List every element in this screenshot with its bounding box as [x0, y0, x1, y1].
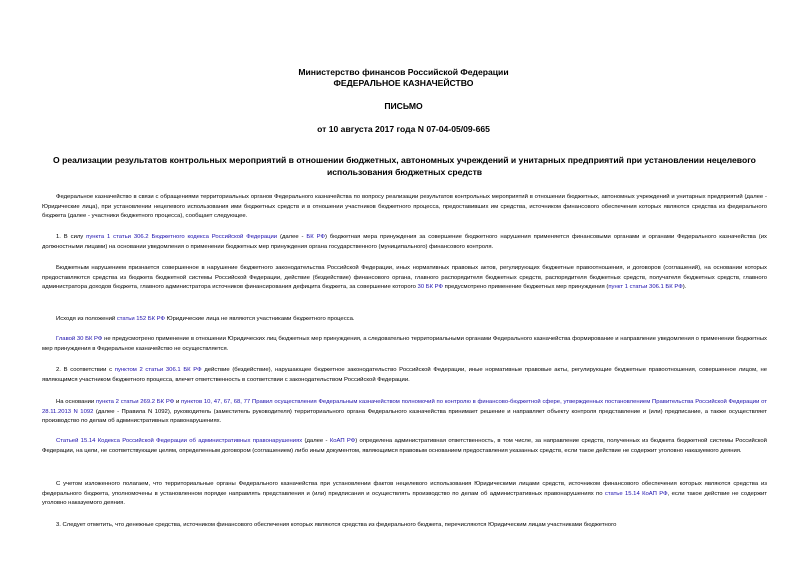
- paragraph-text: действие (бездействие), нарушающее бюджетное законодательство Российской Федерации, иные нормативные правовые акты, регулирующие бюджетные правоотношения, совершенное лицом, не являющимся участником бюджетного процесса, влечет ответственность в соответствии с законодательством Российской Федерации.: [42, 367, 767, 383]
- paragraph-3: 3. Следует отметить, что денежные средства, источником финансового обеспечения которых являются средства из федерального бюджета, перечисляются Юридическим лицам участниками бюджетного: [56, 522, 617, 528]
- link-koap-15-14[interactable]: Статьей 15.14 Кодекса Российской Федерации об административных правонарушениях: [56, 438, 303, 444]
- link-bk-306-1[interactable]: пункт 1 статьи 306.1 БК РФ: [608, 284, 683, 291]
- paragraph-text: 2. В соответствии с: [56, 367, 115, 373]
- paragraph-text: Исходя из положений: [56, 316, 117, 322]
- paragraph-conclusion: [42, 480, 767, 509]
- paragraph-text: не предусмотрено применение в отношении Юридических лиц бюджетных мер принуждения, а следовательно территориальными органами Федерального казначейства формирование и направление уведомления о применении бюджетных мер принуждения в Федеральное казначейство не осуществляется.: [42, 336, 767, 352]
- link-bk-rf[interactable]: БК РФ: [306, 234, 325, 240]
- link-rules-1092[interactable]: пунктов 10, 47, 67, 68, 77 Правил осуществления Федеральным казначейством полномочий по контролю в финансово-бюджетной сфере, утвержденных постановлением Правительства Российской Федерации от 28.11.2013 N 1092: [42, 399, 767, 415]
- paragraph-text: (далее -: [302, 438, 330, 444]
- ministry-name: Министерство финансов Российской Федерации: [298, 67, 509, 77]
- paragraph-rules-1092: [42, 398, 767, 427]
- paragraph-text: предусмотрено применение бюджетных мер принуждения (: [443, 284, 609, 291]
- document-type: ПИСЬМО: [384, 101, 423, 111]
- paragraph-koap-15-14: [42, 437, 767, 456]
- agency-name: ФЕДЕРАЛЬНОЕ КАЗНАЧЕЙСТВО: [333, 78, 474, 88]
- link-koap-15-14-article[interactable]: статье 15.14 КоАП РФ: [604, 490, 668, 497]
- paragraph-budget-violation: [42, 264, 767, 293]
- link-bk-269-2[interactable]: пункта 2 статьи 269.2 БК РФ: [95, 399, 175, 405]
- paragraph-text: (далее - Правила N 1092), руководитель (заместитель руководителя) территориального органа Федерального казначейства принимает решение и направляет объекту контроля представление и (или) предписание, а также осуществляет производство по делам об административных правонарушениях.: [42, 408, 767, 425]
- paragraph-text: ).: [682, 284, 687, 291]
- document-title: О реализации результатов контрольных мероприятий в отношении бюджетных, автономных учреждений и унитарных предприятий при установлении нецелевого использования бюджетных средств: [53, 155, 756, 177]
- paragraph-text: 1. В силу: [56, 234, 87, 240]
- link-bk-chapter-30[interactable]: Главой 30 БК РФ: [56, 336, 103, 342]
- paragraph-article-152: [42, 315, 767, 325]
- paragraph-2: [42, 366, 767, 385]
- paragraph-text: ) бюджетная мера принуждения за совершение бюджетного нарушения применяется финансовыми органами и органами Федерального казначейства (их должностными лицами) на основании уведомления о применении бюджетных мер принуждения органа государственного (муниципального) финансового контроля.: [42, 234, 767, 250]
- paragraph-text: ) определена административная ответственность, в том числе, за направление средств, полученных из бюджета бюджетной системы Российской Федерации, на цели, не соответствующие целям, определенным договором (соглашением) либо иным документом, являющимся правовым основанием предоставления указанных средств, если такое действие не содержит уголовно наказуемого деяния.: [42, 438, 767, 454]
- link-bk-306-2[interactable]: пункта 1 статьи 306.2 Бюджетного кодекса Российской Федерации: [86, 234, 278, 240]
- paragraph-intro: Федеральное казначейство в связи с обращениями территориальных органов Федерального казначейства по вопросу реализации результатов контрольных мероприятий в отношении бюджетных, автономных учреждений и унитарных предприятий (далее - Юридические лица), при установлении нецелевого использования ими бюджетных средств и в отношении участников бюджетного процесса, предоставивших им средства, источником финансового обеспечения которых являются средства из федерального бюджета (далее - участники бюджетного процесса), сообщает следующее.: [42, 194, 767, 220]
- link-bk-chapter-30[interactable]: 30 БК РФ: [417, 284, 444, 291]
- paragraph-text: С учетом изложенного полагаем, что территориальные органы Федерального казначейства при установлении фактов нецелевого использования Юридическими лицами средств, источником финансового обеспечения которых являются средства из федерального бюджета, уполномочены в установленном порядке направлять представления и (или) предписания и осуществлять производство по делам об административных правонарушениях по: [42, 481, 767, 497]
- paragraph-text: и: [174, 399, 182, 405]
- paragraph-text: На основании: [56, 399, 96, 405]
- link-bk-152[interactable]: статьи 152 БК РФ: [116, 316, 166, 322]
- paragraph-text: Юридические лица не являются участниками бюджетного процесса.: [165, 316, 355, 322]
- document-date-number: от 10 августа 2017 года N 07-04-05/09-665: [317, 124, 490, 134]
- paragraph-text: (далее -: [277, 234, 307, 240]
- paragraph-text: Бюджетным нарушением признается совершенное в нарушение бюджетного законодательства Российской Федерации, иных нормативных правовых актов, регулирующих бюджетные правоотношения, и договоров (соглашений), на основании которых предоставляются средства из бюджета бюджетной системы Российской Федерации, действие (бездействие) финансового органа, главного распорядителя бюджетных средств, распорядителя бюджетных средств, получателя бюджетных средств, главного администратора доходов бюджета, главного администратора источников финансирования дефицита бюджета, за совершение которого: [42, 265, 767, 291]
- link-koap-rf[interactable]: КоАП РФ: [329, 438, 356, 444]
- paragraph-chapter-30: [42, 335, 767, 354]
- paragraph-1: [42, 233, 767, 252]
- link-bk-306-1-p2[interactable]: пунктом 2 статьи 306.1 БК РФ: [114, 367, 202, 373]
- paragraph-text: , если такое действие не содержит уголовно наказуемого деяния.: [42, 490, 767, 507]
